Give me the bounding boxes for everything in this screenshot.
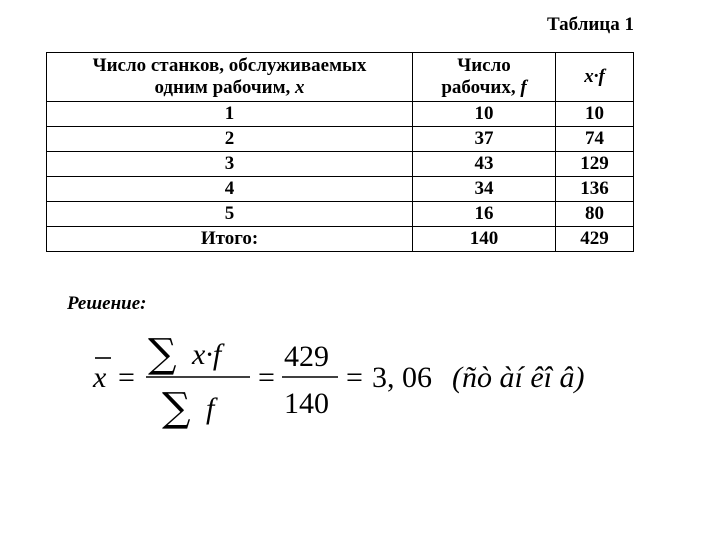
formula-num-expr: x·f	[192, 338, 222, 371]
formula-mean-x: x	[93, 361, 107, 394]
formula-den-expr: f	[206, 392, 215, 425]
formula-eq-2: =	[258, 361, 275, 394]
cell-f: 37	[413, 127, 556, 152]
sum-icon-numerator: ∑	[148, 331, 177, 377]
cell-xf: 74	[556, 127, 634, 152]
table-row	[47, 102, 634, 127]
formula-den-value: 140	[284, 387, 329, 420]
cell-x: 2	[47, 127, 413, 152]
total-label: Итого:	[47, 227, 413, 252]
header-col1-var: x	[295, 77, 305, 98]
cell-x: 4	[47, 177, 413, 202]
cell-f: 16	[413, 202, 556, 227]
header-col1-line1: Число станков, обслуживаемых	[92, 55, 367, 76]
cell-xf: 80	[556, 202, 634, 227]
cell-xf: 136	[556, 177, 634, 202]
header-col2-line1: Число	[457, 55, 511, 76]
header-col1-line2: одним рабочим,	[154, 77, 291, 98]
table-caption: Таблица 1	[546, 14, 634, 35]
formula-eq-1: =	[118, 361, 135, 394]
header-col2-line2: рабочих,	[441, 77, 516, 98]
cell-x: 3	[47, 152, 413, 177]
cell-f: 43	[413, 152, 556, 177]
header-product	[556, 53, 634, 102]
table-header-row	[47, 53, 634, 102]
table-row	[47, 202, 634, 227]
cell-x: 1	[47, 102, 413, 127]
data-table	[46, 52, 634, 252]
cell-f: 10	[413, 102, 556, 127]
table-row	[47, 127, 634, 152]
table-row	[47, 152, 634, 177]
table-row	[47, 177, 634, 202]
header-machines-per-worker	[47, 53, 413, 102]
sum-icon-denominator: ∑	[162, 385, 191, 431]
mean-formula	[80, 325, 640, 435]
cell-f: 34	[413, 177, 556, 202]
header-col2-var: f	[520, 77, 527, 98]
cell-xf: 129	[556, 152, 634, 177]
formula-num-value: 429	[284, 340, 329, 373]
total-xf: 429	[556, 227, 634, 252]
cell-xf: 10	[556, 102, 634, 127]
table-total-row	[47, 227, 634, 252]
header-col3-label: x·f	[584, 66, 605, 87]
formula-unit: (ñò àí êî â)	[452, 361, 585, 394]
header-workers-count	[413, 53, 556, 102]
cell-x: 5	[47, 202, 413, 227]
total-f: 140	[413, 227, 556, 252]
solution-label: Решение:	[67, 293, 147, 314]
formula-eq-3: =	[346, 361, 363, 394]
formula-result: 3, 06	[372, 361, 432, 394]
